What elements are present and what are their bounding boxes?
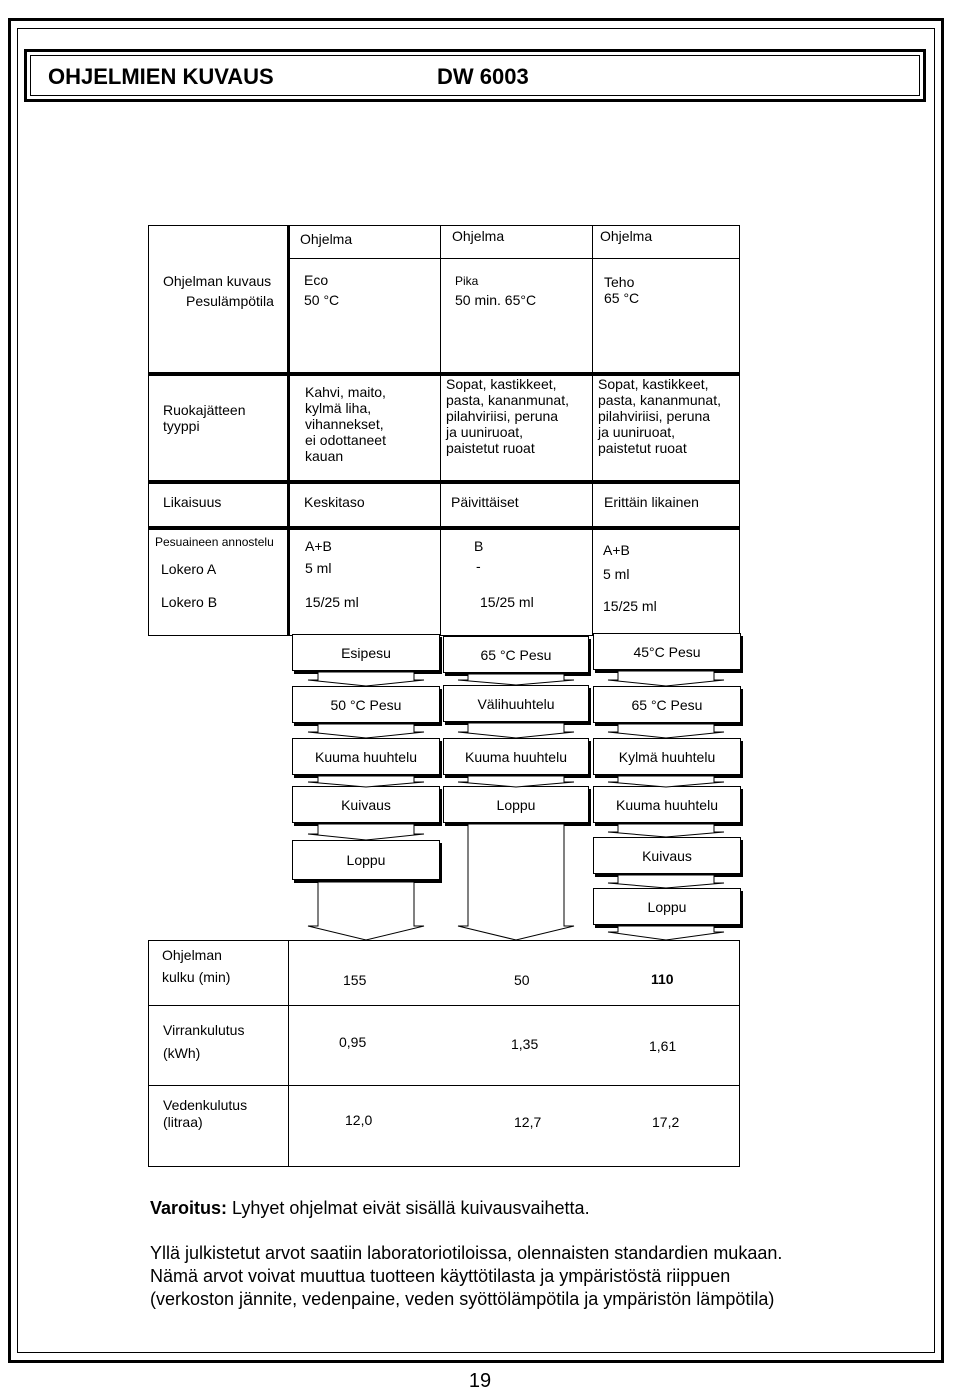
food-waste-pika-5: paistetut ruoat bbox=[446, 440, 535, 456]
duration-label-1: Ohjelman bbox=[162, 947, 222, 963]
step-eco-3: Kuuma huuhtelu bbox=[292, 738, 440, 775]
step-pika-2: Välihuuhtelu bbox=[443, 685, 589, 722]
step-pika-1: 65 °C Pesu bbox=[443, 636, 589, 673]
temperature-label: Pesulämpötila bbox=[186, 293, 274, 309]
compartment-b-eco: 15/25 ml bbox=[305, 594, 359, 610]
program-header-1: Ohjelma bbox=[300, 231, 353, 247]
food-waste-eco-5: kauan bbox=[305, 448, 344, 464]
detergent-label: Pesuaineen annostelu bbox=[155, 535, 274, 549]
food-waste-eco-2: kylmä liha, bbox=[305, 400, 372, 416]
step-eco-4: Kuivaus bbox=[292, 786, 440, 823]
step-teho-2: 65 °C Pesu bbox=[593, 686, 741, 723]
food-waste-teho-2: pasta, kananmunat, bbox=[598, 392, 721, 408]
note-line-1: Yllä julkistetut arvot saatiin laboratoriotiloissa, olennaisten standardien mukaan. bbox=[150, 1243, 783, 1263]
dosing-pika: B bbox=[474, 538, 484, 554]
step-teho-5: Kuivaus bbox=[593, 837, 741, 874]
program-name-pika: Pika bbox=[455, 274, 479, 288]
step-teho-4: Kuuma huuhtelu bbox=[593, 786, 741, 823]
food-waste-teho-4: ja uuniruoat, bbox=[598, 424, 676, 440]
warning-note bbox=[150, 1197, 590, 1219]
food-waste-pika-3: pilahviriisi, peruna bbox=[446, 408, 559, 424]
compartment-a-eco: 5 ml bbox=[305, 560, 332, 576]
water-label-2: (litraa) bbox=[163, 1114, 203, 1130]
program-header-2: Ohjelma bbox=[452, 228, 505, 244]
water-teho: 17,2 bbox=[652, 1114, 680, 1130]
compartment-b-label: Lokero B bbox=[161, 594, 218, 610]
food-waste-eco-3: vihannekset, bbox=[305, 416, 384, 432]
soil-teho: Erittäin likainen bbox=[604, 494, 699, 510]
step-teho-1: 45°C Pesu bbox=[593, 633, 741, 670]
program-name-eco: Eco bbox=[304, 272, 329, 288]
step-teho-3: Kylmä huuhtelu bbox=[593, 738, 741, 775]
program-name-teho: Teho bbox=[604, 274, 635, 290]
water-eco: 12,0 bbox=[345, 1112, 373, 1128]
compartment-a-teho: 5 ml bbox=[603, 566, 630, 582]
water-pika: 12,7 bbox=[514, 1114, 542, 1130]
program-temp-pika: 50 min. 65°C bbox=[455, 292, 537, 308]
compartment-a-pika: - bbox=[476, 558, 481, 574]
food-waste-eco-4: ei odottaneet bbox=[305, 432, 386, 448]
duration-pika: 50 bbox=[514, 972, 530, 988]
soil-label: Likaisuus bbox=[163, 494, 222, 510]
food-waste-pika-2: pasta, kananmunat, bbox=[446, 392, 569, 408]
compartment-b-teho: 15/25 ml bbox=[603, 598, 657, 614]
program-header-3: Ohjelma bbox=[600, 228, 653, 244]
program-temp-teho: 65 °C bbox=[604, 290, 640, 306]
food-waste-teho-5: paistetut ruoat bbox=[598, 440, 687, 456]
food-waste-teho-1: Sopat, kastikkeet, bbox=[598, 376, 709, 392]
model-number: DW 6003 bbox=[437, 64, 529, 89]
food-waste-label-1: Ruokajätteen bbox=[163, 402, 246, 418]
energy-label-2: (kWh) bbox=[163, 1045, 201, 1061]
warning-text: Lyhyet ohjelmat eivät sisällä kuivausvaihetta. bbox=[232, 1198, 590, 1218]
food-waste-pika-4: ja uuniruoat, bbox=[446, 424, 524, 440]
energy-pika: 1,35 bbox=[511, 1036, 539, 1052]
food-waste-eco-1: Kahvi, maito, bbox=[305, 384, 386, 400]
step-eco-2: 50 °C Pesu bbox=[292, 686, 440, 723]
duration-label-2: kulku (min) bbox=[162, 969, 231, 985]
step-eco-1: Esipesu bbox=[292, 634, 440, 671]
note-line-2: Nämä arvot voivat muuttua tuotteen käyttötilasta ja ympäristöstä riippuen bbox=[150, 1266, 731, 1286]
food-waste-teho-3: pilahviriisi, peruna bbox=[598, 408, 711, 424]
dosing-teho: A+B bbox=[603, 542, 630, 558]
energy-eco: 0,95 bbox=[339, 1034, 367, 1050]
step-pika-3: Kuuma huuhtelu bbox=[443, 738, 589, 775]
note-line-3: (verkoston jännite, vedenpaine, veden syöttölämpötila ja ympäristön lämpötila) bbox=[150, 1289, 775, 1309]
warning-label: Varoitus: bbox=[150, 1198, 228, 1218]
energy-teho: 1,61 bbox=[649, 1038, 677, 1054]
step-pika-4: Loppu bbox=[443, 786, 589, 823]
page-title: OHJELMIEN KUVAUS bbox=[48, 64, 274, 89]
program-temp-eco: 50 °C bbox=[304, 292, 340, 308]
soil-pika: Päivittäiset bbox=[451, 494, 519, 510]
duration-teho: 110 bbox=[651, 971, 674, 987]
soil-eco: Keskitaso bbox=[304, 494, 365, 510]
food-waste-label-2: tyyppi bbox=[163, 418, 200, 434]
food-waste-pika-1: Sopat, kastikkeet, bbox=[446, 376, 557, 392]
dosing-eco: A+B bbox=[305, 538, 332, 554]
duration-eco: 155 bbox=[343, 972, 367, 988]
description-label: Ohjelman kuvaus bbox=[163, 273, 272, 289]
step-teho-6: Loppu bbox=[593, 888, 741, 925]
energy-label-1: Virrankulutus bbox=[163, 1022, 245, 1038]
compartment-a-label: Lokero A bbox=[161, 561, 217, 577]
water-label-1: Vedenkulutus bbox=[163, 1097, 248, 1113]
compartment-b-pika: 15/25 ml bbox=[480, 594, 534, 610]
page-number: 19 bbox=[468, 1370, 492, 1392]
step-eco-5: Loppu bbox=[292, 840, 440, 880]
